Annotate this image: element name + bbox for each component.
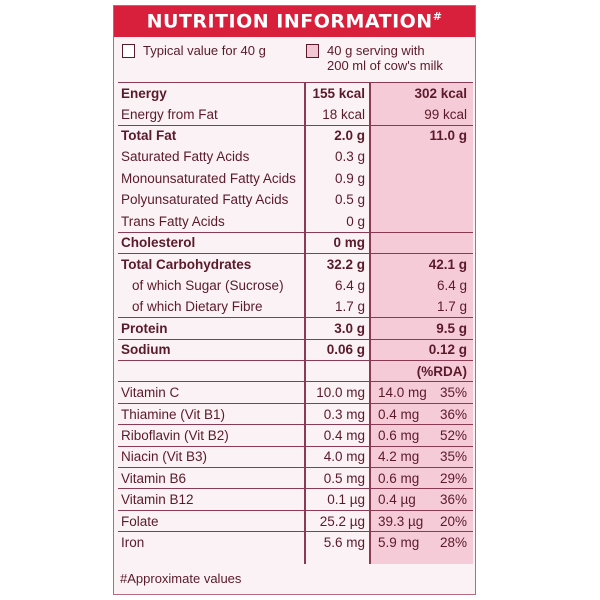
value-with-milk: 9.5 g [436,320,467,336]
footnote: #Approximate values [120,571,242,586]
nutrient-name: Polyunsaturated Fatty Acids [121,192,289,208]
nutrient-name: Energy from Fat [121,106,218,122]
rda-percent: 35% [439,385,467,401]
value-per-40g: 18 kcal [322,106,365,122]
table-row [118,232,473,253]
value-with-milk: 5.9 mg [378,534,420,550]
nutrient-name: of which Dietary Fibre [132,299,263,315]
rda-label: (%RDA) [416,363,467,379]
rda-percent: 52% [439,427,467,443]
legend [114,39,475,79]
vitamin-name: Vitamin B12 [121,492,194,508]
vitamin-name: Niacin (Vit B3) [121,449,208,465]
table-row [118,467,473,488]
value-with-milk: 0.4 µg [378,492,416,508]
value-with-milk: 0.12 g [428,342,467,358]
rda-percent: 29% [439,470,467,486]
value-per-40g: 0.9 g [334,170,365,186]
table-row [118,189,473,210]
nutrient-name: Sodium [121,342,171,358]
value-per-40g: 32.2 g [326,256,365,272]
white-swatch-icon [122,44,135,58]
value-with-milk: 0.4 mg [378,406,420,422]
vitamin-name: Vitamin C [121,385,180,401]
nutrient-name: Total Carbohydrates [121,256,252,272]
pink-swatch-icon [306,44,319,58]
value-per-40g: 0.06 g [326,342,365,358]
vitamin-name: Iron [121,534,145,550]
table-row [118,531,473,552]
rda-header-row [118,360,473,381]
value-per-40g: 0 g [346,213,365,229]
value-with-milk: 99 kcal [424,106,467,122]
value-per-40g: 0.4 mg [323,427,365,443]
value-per-40g: 4.0 mg [323,449,365,465]
value-per-40g: 0.1 µg [327,492,365,508]
table-row [118,168,473,189]
value-per-40g: 10.0 mg [316,385,365,401]
table-row [118,510,473,531]
value-with-milk: 14.0 mg [378,385,427,401]
vitamin-name: Vitamin B6 [121,470,187,486]
table-row [118,317,473,338]
rda-percent: 36% [439,492,467,508]
legend-typical: Typical value for 40 g [122,43,266,58]
table-row [118,210,473,231]
value-per-40g: 0.5 mg [323,470,365,486]
nutrition-panel [113,5,476,595]
value-per-40g: 25.2 µg [319,513,365,529]
nutrition-table [118,82,473,553]
table-row [118,296,473,317]
vitamin-name: Folate [121,513,159,529]
title-bar [114,6,475,37]
vitamin-name: Riboflavin (Vit B2) [121,427,229,443]
nutrient-name: of which Sugar (Sucrose) [132,277,284,293]
table-row [118,275,473,296]
rda-percent: 20% [439,513,467,529]
value-with-milk: 6.4 g [436,277,467,293]
vitamin-name: Thiamine (Vit B1) [121,406,226,422]
nutrient-name: Trans Fatty Acids [121,213,225,229]
table-row [118,103,473,124]
nutrient-name: Energy [121,85,167,101]
value-per-40g: 2.0 g [334,128,365,144]
table-row [118,403,473,424]
rda-percent: 28% [439,534,467,550]
value-with-milk: 0.6 mg [378,470,420,486]
value-per-40g: 0.5 g [334,192,365,208]
rda-percent: 36% [439,406,467,422]
value-per-40g: 0.3 g [334,149,365,165]
value-with-milk: 11.0 g [429,128,467,144]
legend-serving: 40 g serving with 200 ml of cow's milk [306,43,443,73]
table-row [118,146,473,167]
value-per-40g: 5.6 mg [323,534,365,550]
nutrient-name: Cholesterol [121,235,196,251]
value-per-40g: 3.0 g [334,320,365,336]
value-per-40g: 0 mg [333,235,365,251]
table-row [118,82,473,103]
table-row [118,339,473,360]
value-with-milk: 1.7 g [436,299,467,315]
table-row [118,488,473,509]
value-per-40g: 0.3 mg [323,406,365,422]
value-with-milk: 42.1 g [428,256,467,272]
value-with-milk: 302 kcal [414,85,467,101]
value-per-40g: 1.7 g [334,299,365,315]
value-with-milk: 0.6 mg [378,427,420,443]
table-row [118,253,473,274]
table-row [118,125,473,146]
nutrient-name: Protein [121,320,168,336]
value-with-milk: 4.2 mg [378,449,420,465]
panel-title: NUTRITION INFORMATION# [146,10,443,33]
table-row [118,446,473,467]
nutrient-name: Monounsaturated Fatty Acids [121,170,296,186]
nutrient-name: Total Fat [121,128,177,144]
value-with-milk: 39.3 µg [378,513,424,529]
table-row [118,381,473,402]
rda-percent: 35% [439,449,467,465]
value-per-40g: 6.4 g [334,277,365,293]
value-per-40g: 155 kcal [312,85,365,101]
table-row [118,424,473,445]
nutrient-name: Saturated Fatty Acids [121,149,250,165]
